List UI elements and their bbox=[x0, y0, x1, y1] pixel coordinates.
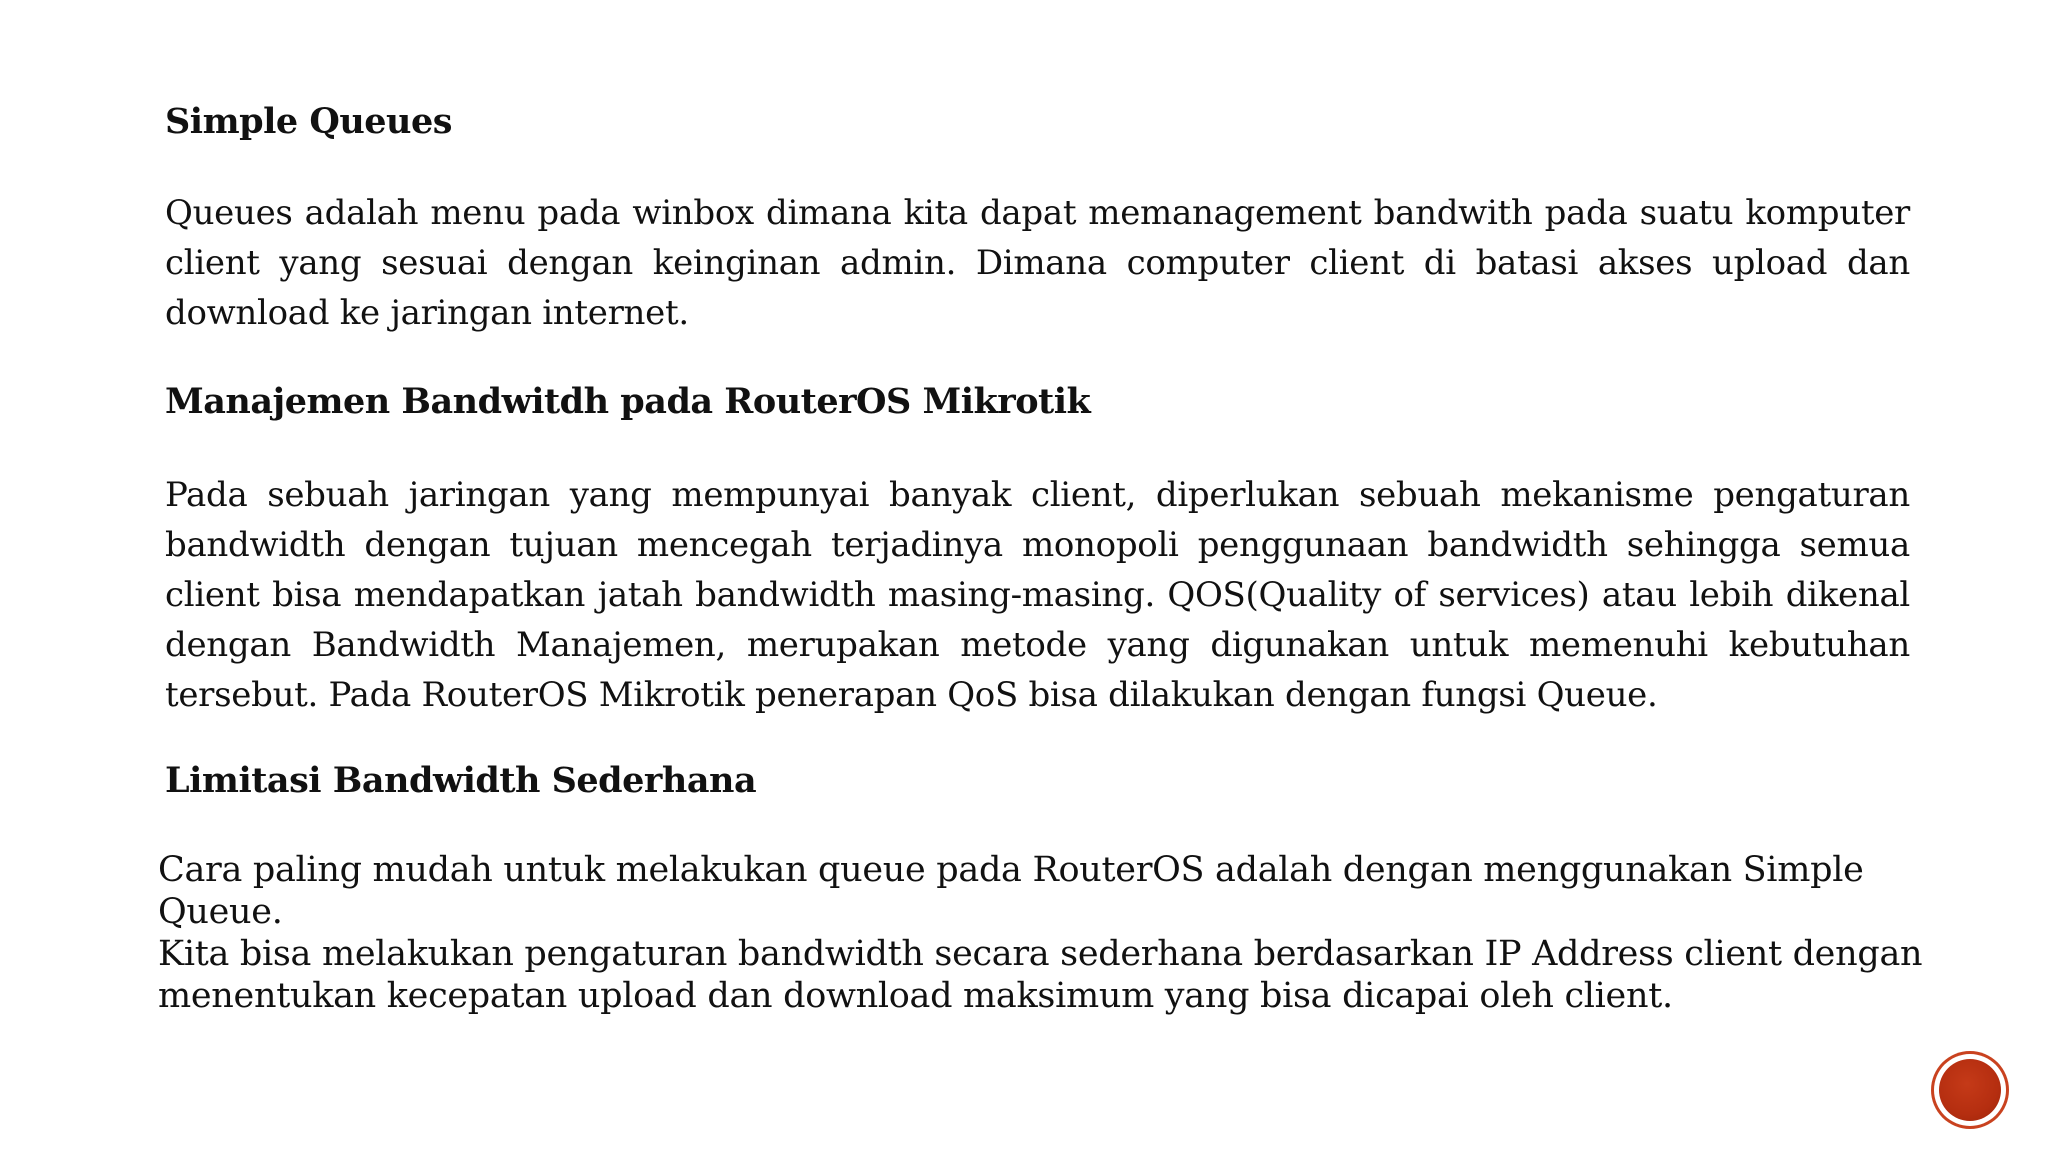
paragraph-line: Cara paling mudah untuk melakukan queue pada RouterOS adalah dengan menggunakan Simple Queue. bbox=[158, 850, 1864, 932]
paragraph-line: menentukan kecepatan upload dan download maksimum yang bisa dicapai oleh client. bbox=[158, 976, 1673, 1016]
section-paragraph-simple-queues: Queues adalah menu pada winbox dimana kita dapat memanagement bandwith pada suatu komputer client yang sesuai dengan keinginan admin. Dimana computer client di batasi akses upload dan download ke jaringan internet. bbox=[165, 193, 1910, 333]
slide-nav-circle-icon[interactable] bbox=[1934, 1054, 2006, 1126]
paragraph-line: Kita bisa melakukan pengaturan bandwidth secara sederhana berdasarkan IP Address client dengan bbox=[158, 934, 1923, 974]
section-paragraph-limitasi-bandwidth bbox=[158, 849, 1958, 1017]
section-heading-limitasi-bandwidth: Limitasi Bandwidth Sederhana bbox=[165, 760, 757, 801]
section-heading-manajemen-bandwidth: Manajemen Bandwitdh pada RouterOS Mikrotik bbox=[165, 381, 1091, 422]
section-paragraph-manajemen-bandwidth: Pada sebuah jaringan yang mempunyai banyak client, diperlukan sebuah mekanisme pengaturan bandwidth dengan tujuan mencegah terjadinya monopoli penggunaan bandwidth sehingga semua client bisa mendapatkan jatah bandwidth masing-masing. QOS(Quality of services) atau lebih dikenal dengan Bandwidth Manajemen, merupakan metode yang digunakan untuk memenuhi kebutuhan tersebut. Pada RouterOS Mikrotik penerapan QoS bisa dilakukan dengan fungsi Queue. bbox=[165, 475, 1910, 715]
section-heading-simple-queues: Simple Queues bbox=[165, 101, 452, 142]
slide-nav-circle-fill bbox=[1939, 1059, 2001, 1121]
